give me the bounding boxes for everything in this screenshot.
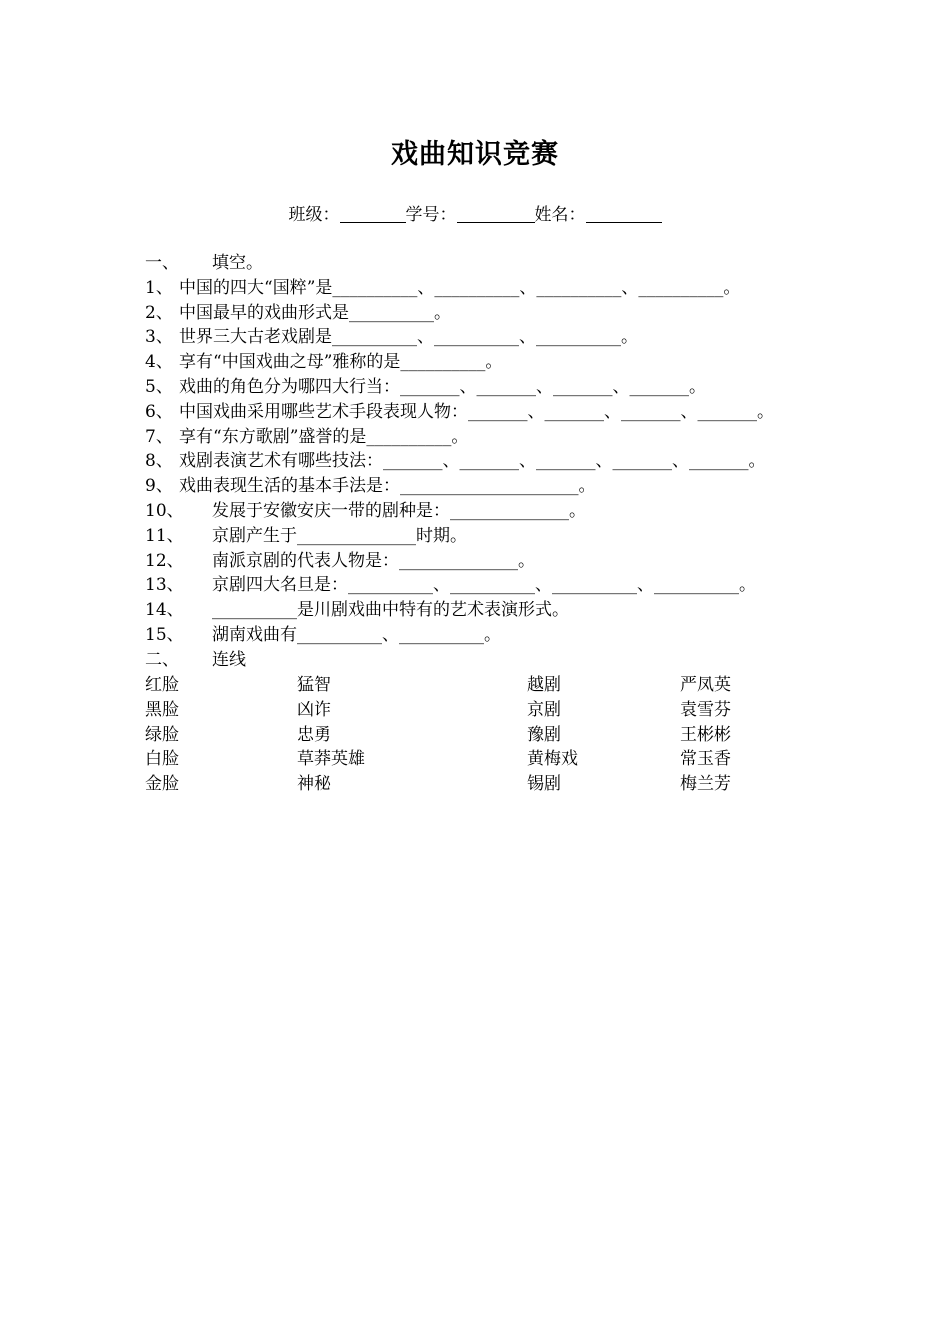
- performer[interactable]: 常玉香: [680, 749, 731, 770]
- matching-section: [145, 673, 845, 797]
- question-number: 6、: [145, 401, 173, 422]
- class-blank[interactable]: [340, 204, 406, 223]
- question-number: 7、: [145, 426, 173, 447]
- question-text: 戏剧表演艺术有哪些技法：_______、_______、_______、_______、_______。: [179, 451, 766, 472]
- question-line[interactable]: [145, 301, 925, 326]
- question-line[interactable]: [145, 375, 925, 400]
- matching-row: [145, 723, 845, 748]
- question-number: 12、: [145, 550, 184, 571]
- name-blank[interactable]: [586, 204, 662, 223]
- fill-in-section: [145, 251, 925, 673]
- question-line[interactable]: [145, 474, 925, 499]
- character-trait[interactable]: 神秘: [297, 774, 331, 795]
- question-line[interactable]: [145, 400, 925, 425]
- question-text: 享有“中国戏曲之母”雅称的是__________。: [179, 352, 503, 373]
- question-line[interactable]: [145, 549, 925, 574]
- performer[interactable]: 袁雪芬: [680, 699, 731, 720]
- opera-genre[interactable]: 越剧: [527, 675, 561, 695]
- face-color[interactable]: 白脸: [145, 749, 179, 770]
- question-number: 9、: [145, 476, 173, 497]
- matching-row: [145, 747, 845, 772]
- opera-genre[interactable]: 锡剧: [527, 774, 561, 795]
- section-label: 连线: [212, 649, 246, 670]
- page-title: 戏曲知识竞赛: [391, 139, 559, 170]
- question-line[interactable]: [145, 425, 925, 450]
- section-number: 一、: [145, 253, 179, 273]
- question-number: 11、: [145, 525, 184, 546]
- question-line[interactable]: [145, 325, 925, 350]
- question-line[interactable]: [145, 573, 925, 598]
- question-line[interactable]: [145, 276, 925, 301]
- question-number: 13、: [145, 575, 184, 596]
- question-number: 8、: [145, 451, 173, 472]
- question-text: __________是川剧戏曲中特有的艺术表演形式。: [212, 600, 569, 621]
- performer[interactable]: 严凤英: [680, 675, 731, 695]
- face-color[interactable]: 黑脸: [145, 699, 179, 720]
- class-label: 班级：: [288, 205, 340, 225]
- character-trait[interactable]: 草莽英雄: [297, 749, 365, 770]
- character-trait[interactable]: 猛智: [297, 675, 331, 695]
- question-number: 1、: [145, 277, 173, 298]
- matching-row: [145, 673, 845, 698]
- opera-genre[interactable]: 京剧: [527, 699, 561, 720]
- matching-row: [145, 698, 845, 723]
- question-text: 世界三大古老戏剧是__________、__________、__________。: [179, 327, 638, 348]
- character-trait[interactable]: 凶诈: [297, 699, 331, 720]
- question-number: 4、: [145, 352, 173, 373]
- student-info: [0, 200, 950, 225]
- question-line[interactable]: [145, 623, 925, 648]
- question-text: 京剧产生于______________时期。: [212, 525, 467, 546]
- matching-row: [145, 772, 845, 797]
- question-text: 湖南戏曲有__________、__________。: [212, 624, 501, 645]
- question-text: 戏曲的角色分为哪四大行当：_______、_______、_______、_______。: [179, 376, 706, 397]
- question-text: 戏曲表现生活的基本手法是：_____________________。: [179, 476, 596, 497]
- section-label: 填空。: [212, 253, 263, 273]
- question-text: 中国最早的戏曲形式是__________。: [179, 302, 451, 323]
- question-line[interactable]: [145, 524, 925, 549]
- question-number: 10、: [145, 500, 184, 521]
- question-text: 中国戏曲采用哪些艺术手段表现人物：_______、_______、_______、_______。: [179, 401, 774, 422]
- question-number: 5、: [145, 376, 173, 397]
- question-line[interactable]: [145, 598, 925, 623]
- character-trait[interactable]: 忠勇: [297, 724, 331, 745]
- opera-genre[interactable]: 黄梅戏: [527, 749, 578, 770]
- question-line[interactable]: [145, 350, 925, 375]
- name-label: 姓名：: [534, 205, 586, 225]
- question-line[interactable]: [145, 499, 925, 524]
- opera-genre[interactable]: 豫剧: [527, 724, 561, 745]
- question-text: 中国的四大“国粹”是__________、__________、__________、__________。: [179, 277, 741, 298]
- section-heading: [145, 648, 925, 673]
- section-number: 二、: [145, 649, 179, 670]
- performer[interactable]: 王彬彬: [680, 724, 731, 745]
- question-text: 享有“东方歌剧”盛誉的是__________。: [179, 426, 469, 447]
- question-text: 京剧四大名旦是：__________、__________、__________、__________。: [212, 575, 756, 596]
- question-number: 15、: [145, 624, 184, 645]
- question-number: 3、: [145, 327, 173, 348]
- performer[interactable]: 梅兰芳: [680, 774, 731, 795]
- question-line[interactable]: [145, 449, 925, 474]
- id-label: 学号：: [405, 205, 457, 225]
- question-number: 14、: [145, 600, 184, 621]
- face-color[interactable]: 红脸: [145, 675, 179, 695]
- face-color[interactable]: 绿脸: [145, 724, 179, 745]
- face-color[interactable]: 金脸: [145, 774, 179, 795]
- question-text: 南派京剧的代表人物是：______________。: [212, 550, 535, 571]
- section-heading: [145, 251, 925, 276]
- question-number: 2、: [145, 302, 173, 323]
- id-blank[interactable]: [457, 204, 535, 223]
- question-text: 发展于安徽安庆一带的剧种是：______________。: [212, 500, 586, 521]
